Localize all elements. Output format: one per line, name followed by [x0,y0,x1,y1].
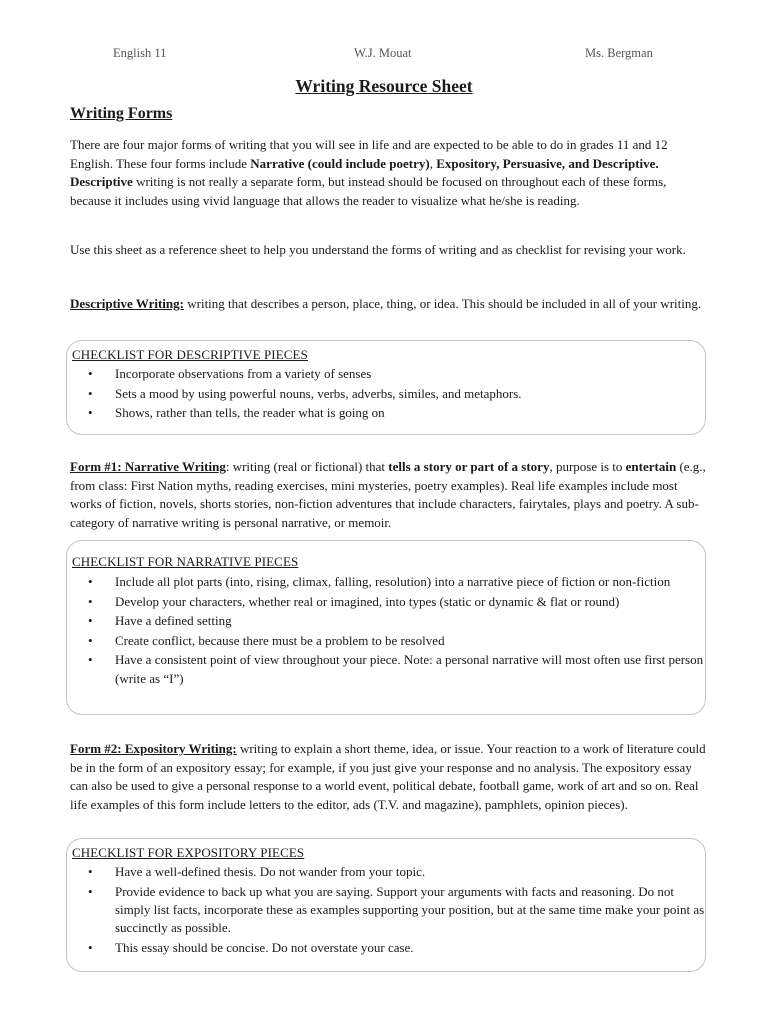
intro-paragraph [70,136,710,210]
checklist-item: • Create conflict, because there must be a problem to be resolved [115,632,705,650]
checklist-item: • Sets a mood by using powerful nouns, verbs, adverbs, similes, and metaphors. [115,385,705,403]
checklist-descriptive-box [66,340,706,435]
header-school: W.J. Mouat [354,46,412,60]
checklist-expository-title: CHECKLIST FOR EXPOSITORY PIECES [72,845,305,860]
checklist-narrative-list [67,573,715,689]
checklist-item: • Provide evidence to back up what you are saying. Support your arguments with facts and reasoning. Do not simply list facts, incorporate these as examples supporting your position, but at the same time make your point as succinctly as possible. [115,883,705,938]
narrative-text-1: : writing (real or fictional) that [225,459,389,474]
header-teacher: Ms. Bergman [585,46,653,60]
expository-label: Form #2: Expository Writing: [70,741,237,756]
checklist-descriptive-list [67,365,715,424]
descriptive-text: writing that describes a person, place, thing, or idea. This should be included in all of your writing. [183,296,702,311]
narrative-text-2: , purpose is to [549,459,626,474]
narrative-bold-story: tells a story or part of a story [388,459,550,474]
checklist-descriptive-title: CHECKLIST FOR DESCRIPTIVE PIECES [72,347,308,362]
checklist-item: • Have a consistent point of view throughout your piece. Note: a personal narrative will most often use first person (write as “I”) [115,651,705,688]
descriptive-label: Descriptive Writing: [70,296,184,311]
checklist-item: • Develop your characters, whether real or imagined, into types (static or dynamic & flat or round) [115,593,705,611]
intro-bold-narrative: Narrative (could include poetry) [250,155,430,171]
intro-text-1: There are four major forms of writing that you will see in life and are expected to be able to do in grades 11 and 12 English. These four forms include [70,137,668,171]
expository-text: writing to explain a short theme, idea, or issue. Your reaction to a work of literature could be in the form of an expository essay; for example, if you just give your response and no analysis. The expository essay can also be used to give a personal response to a world event, political debate, football game, work of art and so on. Real life examples of this form include letters to the editor, ads (T.V. and magazine), pamphlets, opinion pieces). [70,741,706,812]
checklist-expository-list [67,863,715,959]
intro-text-2: , [429,155,437,171]
intro-text-3: writing is not really a separate form, but instead should be focused on throughout each of these forms, because it includes using vivid language that allows the reader to visualize what he/she is reading. [70,174,667,208]
checklist-item: • Include all plot parts (into, rising, climax, falling, resolution) into a narrative piece of fiction or non-fiction [115,573,705,591]
page-title: Writing Resource Sheet [295,76,473,96]
checklist-item: • Shows, rather than tells, the reader what is going on [115,404,705,422]
narrative-text-3: (e.g., from class: First Nation myths, reading exercises, mini mysteries, poetry examples). Real life examples include most works of fiction, novels, shorts stories, non-fiction adventures that include characters, fairytales, plays and poetry. A sub-category of narrative writing is personal narrative, or memoir. [70,459,706,530]
checklist-item: • Have a defined setting [115,612,705,630]
descriptive-paragraph [70,295,710,314]
checklist-item: • Incorporate observations from a variety of senses [115,365,705,383]
checklist-narrative-box [66,540,706,715]
checklist-item: • Have a well-defined thesis. Do not wander from your topic. [115,863,705,881]
intro-bold-forms: Expository, Persuasive, and Descriptive. Descriptive [70,155,659,190]
narrative-bold-entertain: entertain [625,459,677,474]
header-course: English 11 [113,46,167,60]
checklist-expository-box [66,838,706,972]
reference-paragraph: Use this sheet as a reference sheet to help you understand the forms of writing and as checklist for revising your work. [70,242,686,257]
narrative-paragraph [70,458,710,532]
expository-paragraph [70,740,710,814]
checklist-item: • This essay should be concise. Do not overstate your case. [115,939,705,957]
section-heading: Writing Forms [70,105,173,122]
checklist-narrative-title: CHECKLIST FOR NARRATIVE PIECES [72,554,299,569]
narrative-label: Form #1: Narrative Writing [70,459,226,474]
